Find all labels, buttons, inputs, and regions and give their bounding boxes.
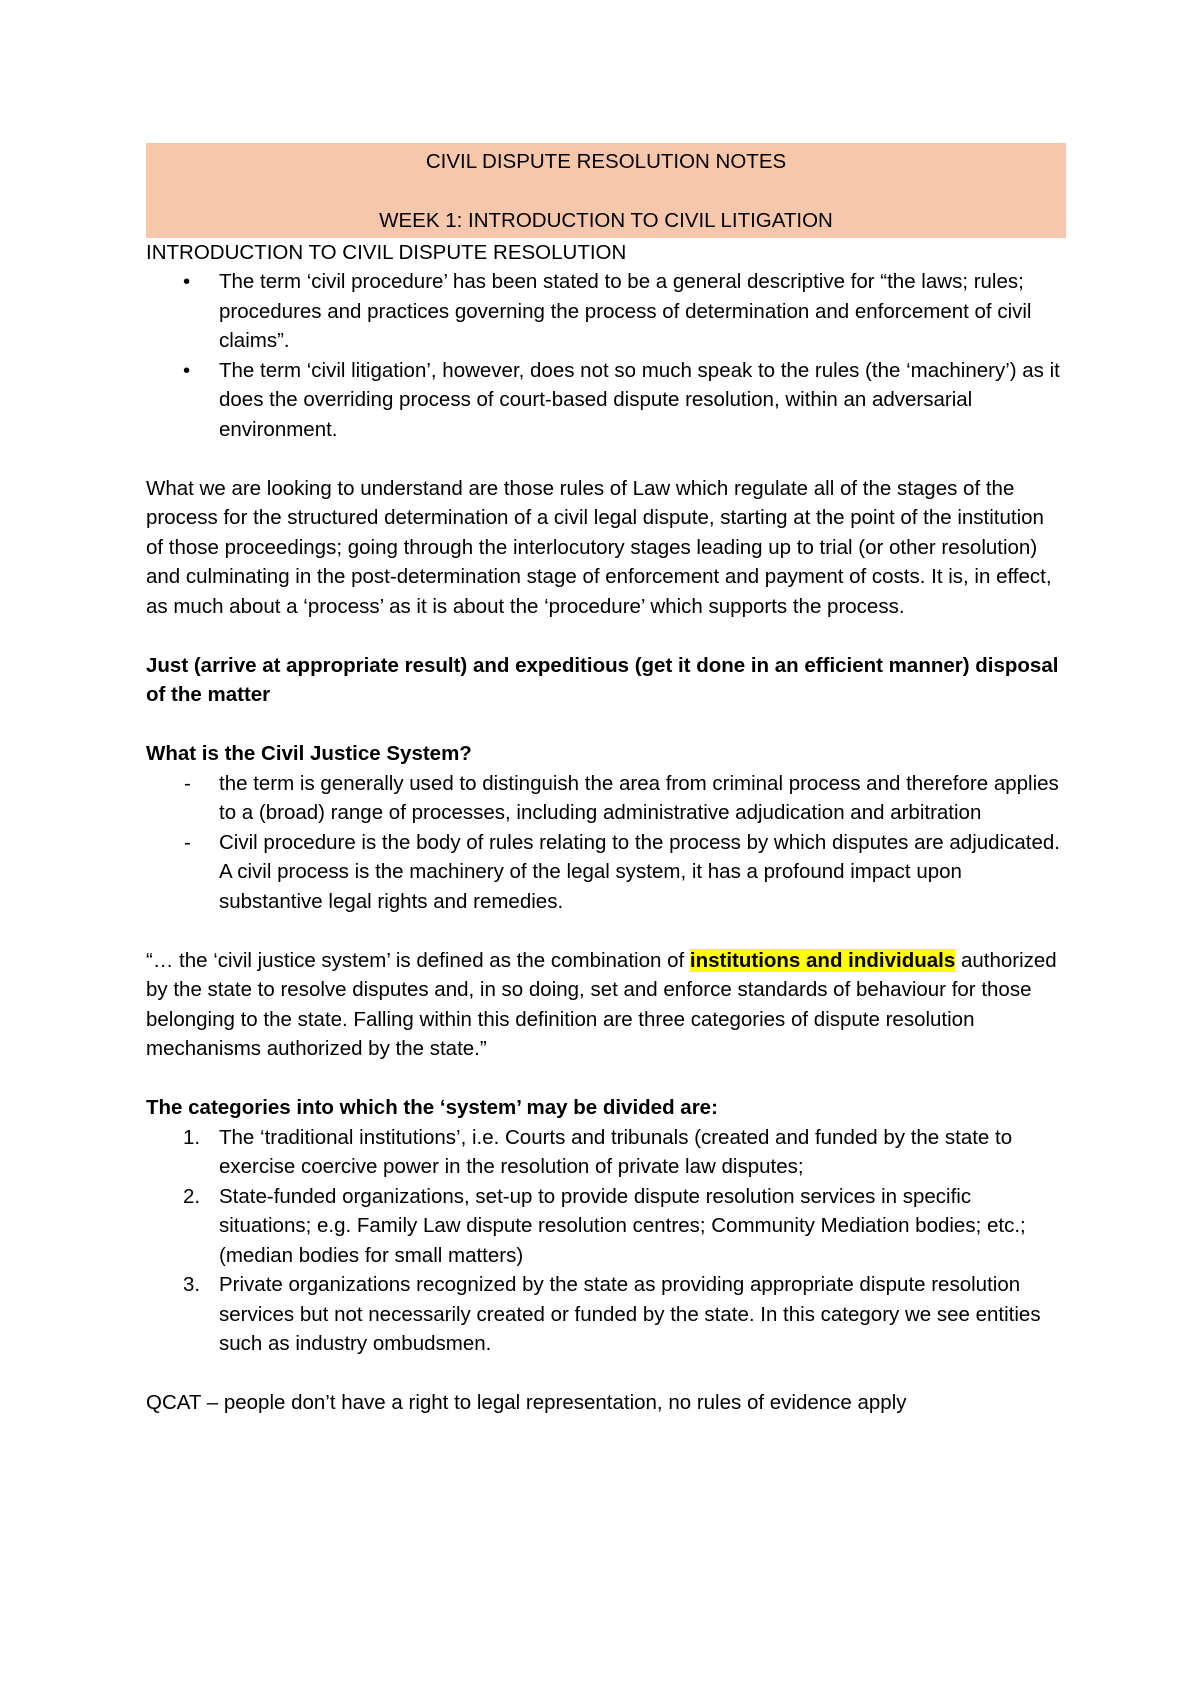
paragraph-gap bbox=[146, 1359, 1066, 1389]
list-item bbox=[146, 1123, 1066, 1182]
category-text: Private organizations recognized by the state as providing appropriate dispute resolution services but not necessarily created or funded by the state. In this category we see entities such as industry ombudsmen. bbox=[219, 1273, 1041, 1355]
category-text: State-funded organizations, set-up to provide dispute resolution services in specific situations; e.g. Family Law dispute resolution centres; Community Mediation bodies; etc.;(median bodies for small matters) bbox=[219, 1184, 1026, 1267]
list-item bbox=[146, 267, 1066, 356]
paragraph: What we are looking to understand are those rules of Law which regulate all of the stages of the process for the structured determination of a civil legal dispute, starting at the point of the institution of those proceedings; going through the interlocutory stages leading up to trial (or other resolution) and culminating in the post-determination stage of enforcement and payment of costs. It is, in effect, as much about a ‘process’ as it is about the ‘procedure’ which supports the process. bbox=[146, 476, 1052, 618]
title-banner bbox=[146, 143, 1066, 238]
dash-marker: - bbox=[184, 771, 191, 795]
bullet-text: The term ‘civil procedure’ has been stated to be a general descriptive for “the laws; rules; procedures and practices governing the process of determination and enforcement of civil claims”. bbox=[219, 270, 1032, 352]
dash-item-text: Civil procedure is the body of rules relating to the process by which disputes are adjudicated. A civil process is the machinery of the legal system, it has a profound impact upon substantive legal rights and remedies. bbox=[219, 830, 1060, 913]
bold-statement: Just (arrive at appropriate result) and expeditious (get it done in an efficient manner) disposal of the matter bbox=[146, 653, 1059, 706]
quote-text-before: “… the ‘civil justice system’ is defined as the combination of bbox=[146, 948, 690, 972]
dash-marker: - bbox=[184, 830, 191, 854]
list-item bbox=[146, 356, 1066, 445]
list-item bbox=[146, 769, 1066, 828]
question-heading: What is the Civil Justice System? bbox=[146, 742, 472, 765]
closing-note: QCAT – people don’t have a right to legal representation, no rules of evidence apply bbox=[146, 1391, 907, 1414]
document-page bbox=[146, 143, 1066, 1418]
paragraph-gap bbox=[146, 1064, 1066, 1094]
category-text: The ‘traditional institutions’, i.e. Courts and tribunals (created and funded by the state to exercise coercive power in the resolution of private law disputes; bbox=[219, 1125, 1013, 1178]
document-subtitle: WEEK 1: INTRODUCTION TO CIVIL LITIGATION bbox=[379, 209, 833, 232]
list-number: 2. bbox=[183, 1184, 201, 1208]
document-title: CIVIL DISPUTE RESOLUTION NOTES bbox=[425, 150, 787, 173]
paragraph-gap bbox=[146, 916, 1066, 946]
highlighted-phrase: institutions and individuals bbox=[689, 948, 956, 972]
list-item bbox=[146, 1270, 1066, 1359]
list-item bbox=[146, 1182, 1066, 1271]
list-number: 3. bbox=[183, 1273, 201, 1296]
dash-list bbox=[146, 769, 1066, 917]
section-heading: INTRODUCTION TO CIVIL DISPUTE RESOLUTION bbox=[146, 240, 627, 264]
categories-heading: The categories into which the ‘system’ may be divided are: bbox=[146, 1096, 718, 1119]
bullet-marker: • bbox=[183, 270, 191, 293]
categories-list bbox=[146, 1123, 1066, 1359]
title-spacer bbox=[146, 177, 1066, 207]
dash-item-text: the term is generally used to distinguish the area from criminal process and therefore applies to a (broad) range of processes, including administrative adjudication and arbitration bbox=[219, 771, 1059, 824]
paragraph-gap bbox=[146, 710, 1066, 740]
intro-bullet-list bbox=[146, 267, 1066, 444]
list-item bbox=[146, 828, 1066, 917]
bullet-text: The term ‘civil litigation’, however, does not so much speak to the rules (the ‘machinery’) as it does the overriding process of court-based dispute resolution, within an adversarial environment. bbox=[219, 358, 1060, 441]
bullet-marker: • bbox=[183, 358, 191, 382]
paragraph-gap bbox=[146, 621, 1066, 651]
list-number: 1. bbox=[183, 1125, 201, 1149]
paragraph-gap bbox=[146, 444, 1066, 474]
quote-text-after: authorized by the state to resolve disputes and, in so doing, set and enforce standards of behaviour for those belonging to the state. Falling within this definition are three categories of dispute resolution mechanisms authorized by the state.” bbox=[146, 948, 1057, 1060]
quote-paragraph bbox=[146, 946, 1066, 1064]
